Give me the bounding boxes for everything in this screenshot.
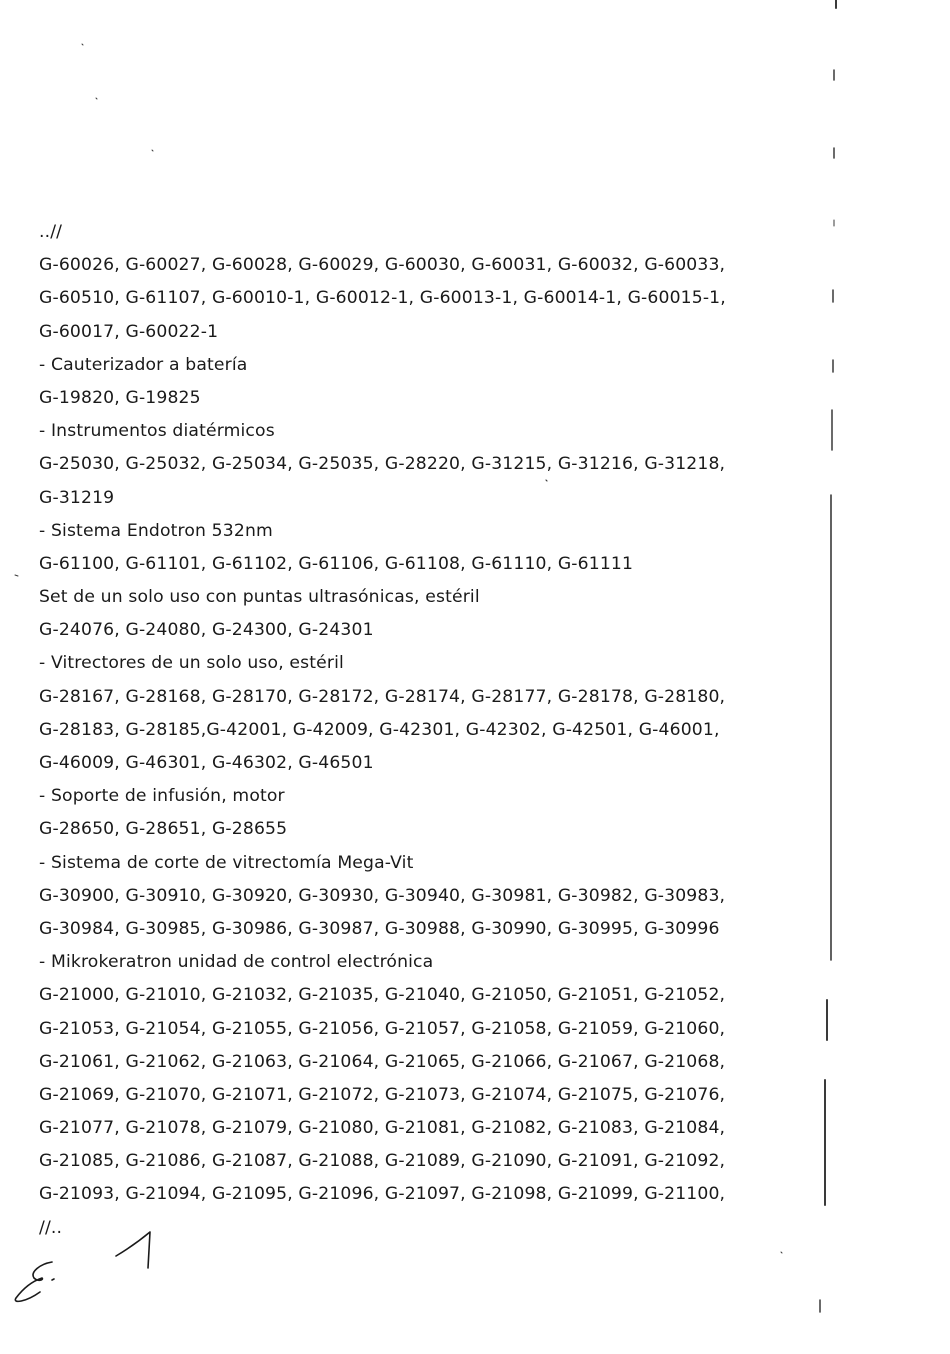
product-codes-line: G-19820, G-19825 [39,387,201,408]
product-codes-line: G-28650, G-28651, G-28655 [39,819,288,840]
section-heading-vitrectores: - Vitrectores de un solo uso, estéril [39,653,344,674]
product-codes-line: G-21053, G-21054, G-21055, G-21056, G-21057, G-21058, G-21059, G-21060, [39,1018,726,1039]
section-heading-soporte-infusion: - Soporte de infusión, motor [39,786,285,807]
product-codes-line: G-60026, G-60027, G-60028, G-60029, G-60030, G-60031, G-60032, G-60033, [39,255,726,276]
product-codes-line: G-21077, G-21078, G-21079, G-21080, G-21081, G-21082, G-21083, G-21084, [39,1118,726,1139]
continuation-marker-bottom: //.. [39,1217,63,1238]
section-heading-instrumentos-diatermicos: - Instrumentos diatérmicos [39,421,275,442]
section-heading-mega-vit: - Sistema de corte de vitrectomía Mega-Vit [39,852,414,873]
product-codes-line: G-30900, G-30910, G-30920, G-30930, G-30940, G-30981, G-30982, G-30983, [39,885,726,906]
product-codes-line: G-24076, G-24080, G-24300, G-24301 [39,620,374,641]
section-heading-cauterizador: - Cauterizador a batería [39,354,248,375]
product-codes-line: G-60510, G-61107, G-60010-1, G-60012-1, G-60013-1, G-60014-1, G-60015-1, [39,288,726,309]
product-codes-line: G-21085, G-21086, G-21087, G-21088, G-21089, G-21090, G-21091, G-21092, [39,1151,726,1172]
product-codes-line: G-21069, G-21070, G-21071, G-21072, G-21073, G-21074, G-21075, G-21076, [39,1084,726,1105]
product-codes-line: G-46009, G-46301, G-46302, G-46501 [39,753,374,773]
document-body [39,216,799,1245]
product-codes-line: G-30984, G-30985, G-30986, G-30987, G-30988, G-30990, G-30995, G-30996 [39,918,720,939]
product-codes-line: G-60017, G-60022-1 [39,321,219,342]
continuation-marker-top: ..// [39,222,63,242]
product-codes-line: G-21093, G-21094, G-21095, G-21096, G-21097, G-21098, G-21099, G-21100, [39,1184,726,1205]
product-codes-line: G-28167, G-28168, G-28170, G-28172, G-28174, G-28177, G-28178, G-28180, [39,686,726,707]
section-heading-set-ultrasonico: Set de un solo uso con puntas ultrasónicas, estéril [39,587,480,608]
section-heading-mikrokeratron: - Mikrokeratron unidad de control electrónica [39,952,434,973]
product-codes-line: G-61100, G-61101, G-61102, G-61106, G-61108, G-61110, G-61111 [39,553,634,574]
product-codes-line: G-21061, G-21062, G-21063, G-21064, G-21065, G-21066, G-21067, G-21068, [39,1051,726,1072]
product-codes-line: G-28183, G-28185,G-42001, G-42009, G-42301, G-42302, G-42501, G-46001, [39,719,720,740]
product-codes-line: G-25030, G-25032, G-25034, G-25035, G-28220, G-31215, G-31216, G-31218, [39,454,726,475]
product-codes-line: G-31219 [39,487,115,508]
section-heading-endotron: - Sistema Endotron 532nm [39,520,273,541]
product-codes-line: G-21000, G-21010, G-21032, G-21035, G-21040, G-21050, G-21051, G-21052, [39,985,726,1006]
handwritten-signature [0,1220,200,1330]
